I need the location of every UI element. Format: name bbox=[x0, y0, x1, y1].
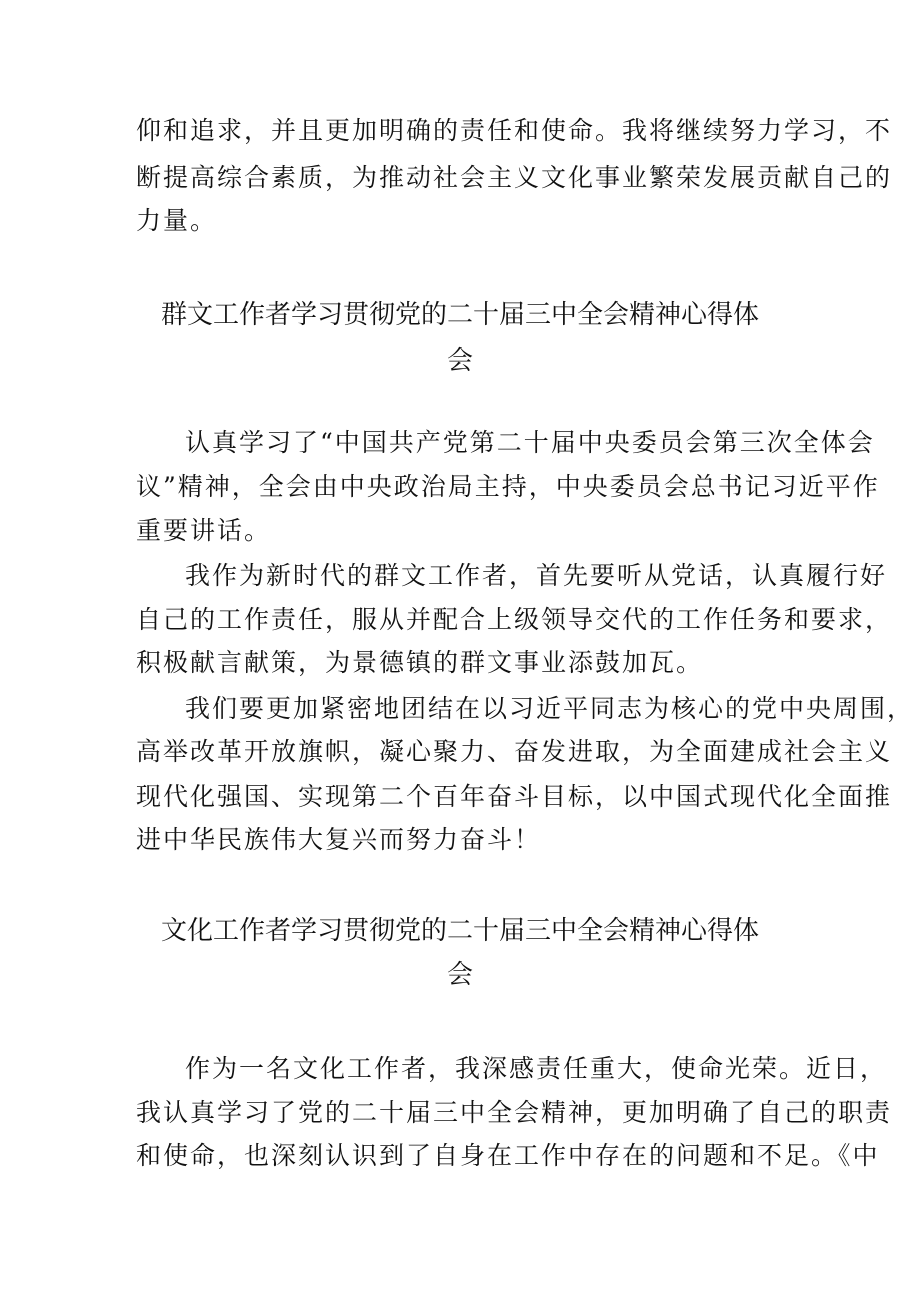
section-1-title-line-1: 群文工作者学习贯彻党的二十届三中全会精神心得体 bbox=[160, 300, 759, 330]
section-1-title-line-2: 会 bbox=[446, 346, 473, 376]
intro-line-1: 仰和追求，并且更加明确的责任和使命。我将继续努力学习，不 bbox=[136, 116, 893, 145]
section-1-paragraph-2-line-1: 我作为新时代的群文工作者，首先要听从党话，认真履行好 bbox=[185, 561, 888, 590]
section-2-paragraph-1-line-3: 和使命，也深刻认识到了自身在工作中存在的问题和不足。《中 bbox=[136, 1141, 880, 1170]
section-1-paragraph-2-line-3: 积极献言献策，为景德镇的群文事业添鼓加瓦。 bbox=[136, 648, 704, 677]
section-1-paragraph-1-line-2: 议”精神，全会由中央政治局主持，中央委员会总书记习近平作 bbox=[136, 472, 880, 501]
section-1-paragraph-3-line-3: 现代化强国、实现第二个百年奋斗目标，以中国式现代化全面推 bbox=[136, 782, 893, 811]
section-2-title-line-1: 文化工作者学习贯彻党的二十届三中全会精神心得体 bbox=[160, 916, 759, 946]
section-1-paragraph-2-line-2: 自己的工作责任，服从并配合上级领导交代的工作任务和要求， bbox=[136, 605, 893, 634]
section-1-paragraph-1-line-1: 认真学习了“中国共产党第二十届中央委员会第三次全体会 bbox=[185, 428, 875, 457]
section-2-title-line-2: 会 bbox=[446, 960, 473, 990]
intro-line-3: 力量。 bbox=[136, 206, 218, 235]
section-1-paragraph-3-line-2: 高举改革开放旗帜，凝心聚力、奋发进取，为全面建成社会主义 bbox=[136, 737, 893, 766]
section-2-paragraph-1-line-2: 我认真学习了党的二十届三中全会精神，更加明确了自己的职责 bbox=[136, 1098, 893, 1127]
section-1-paragraph-3-line-4: 进中华民族伟大复兴而努力奋斗！ bbox=[136, 825, 542, 854]
section-1-paragraph-3-line-1: 我们要更加紧密地团结在以习近平同志为核心的党中央周围， bbox=[185, 694, 915, 723]
section-1-paragraph-1-line-3: 重要讲话。 bbox=[136, 516, 272, 545]
section-2-paragraph-1-line-1: 作为一名文化工作者，我深感责任重大，使命光荣。近日， bbox=[185, 1054, 888, 1083]
intro-line-2: 断提高综合素质，为推动社会主义文化事业繁荣发展贡献自己的 bbox=[136, 163, 893, 192]
